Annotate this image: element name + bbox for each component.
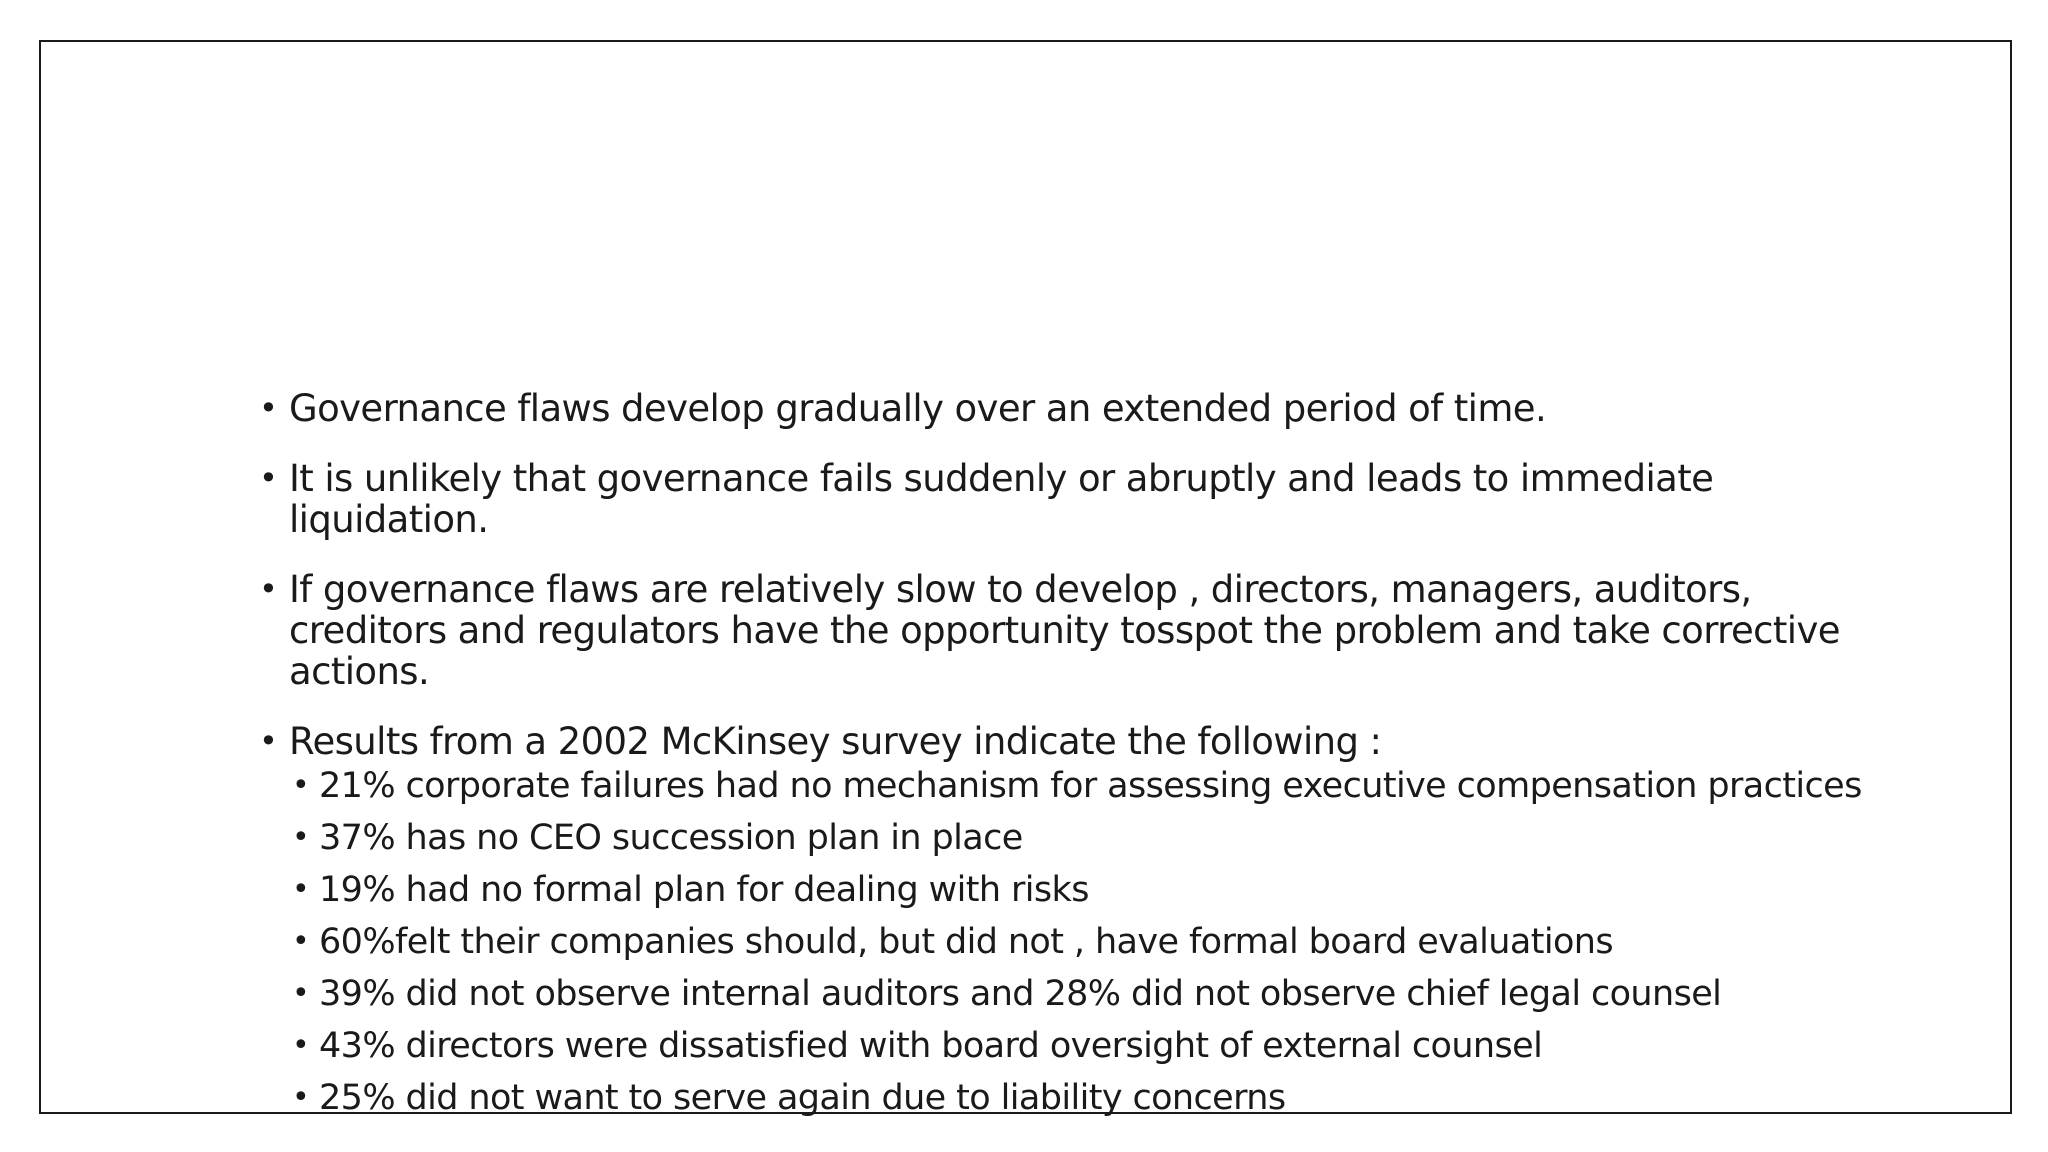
sub-bullet-item: • 43% directors were dissatisfied with board oversight of external counsel [289, 1026, 1899, 1066]
sub-bullet-list [289, 766, 1899, 1118]
sub-bullet-item: • 25% did not want to serve again due to liability concerns [289, 1078, 1899, 1118]
sub-bullet-item: • 39% did not observe internal auditors and 28% did not observe chief legal counsel [289, 974, 1899, 1014]
slide-content [259, 388, 1899, 1118]
bullet-item-text: Results from a 2002 McKinsey survey indicate the following : [289, 720, 1382, 763]
sub-bullet-item: • 37% has no CEO succession plan in place [289, 818, 1899, 858]
sub-bullet-item: • 60%felt their companies should, but did not , have formal board evaluations [289, 922, 1899, 962]
slide-frame [39, 40, 2012, 1118]
bullet-item: • Governance flaws develop gradually over an extended period of time. [259, 388, 1899, 429]
bullet-list [259, 388, 1899, 1118]
sub-bullet-item: • 19% had no formal plan for dealing with risks [289, 870, 1899, 910]
bullet-item: • It is unlikely that governance fails suddenly or abruptly and leads to immediate liquidation. [259, 458, 1899, 540]
bullet-item: • If governance flaws are relatively slow to develop , directors, managers, auditors, creditors and regulators have the opportunity tosspot the problem and take corrective actions. [259, 569, 1899, 692]
bullet-item-survey [259, 721, 1899, 1118]
sub-bullet-item: • 21% corporate failures had no mechanism for assessing executive compensation practices [289, 766, 1899, 806]
